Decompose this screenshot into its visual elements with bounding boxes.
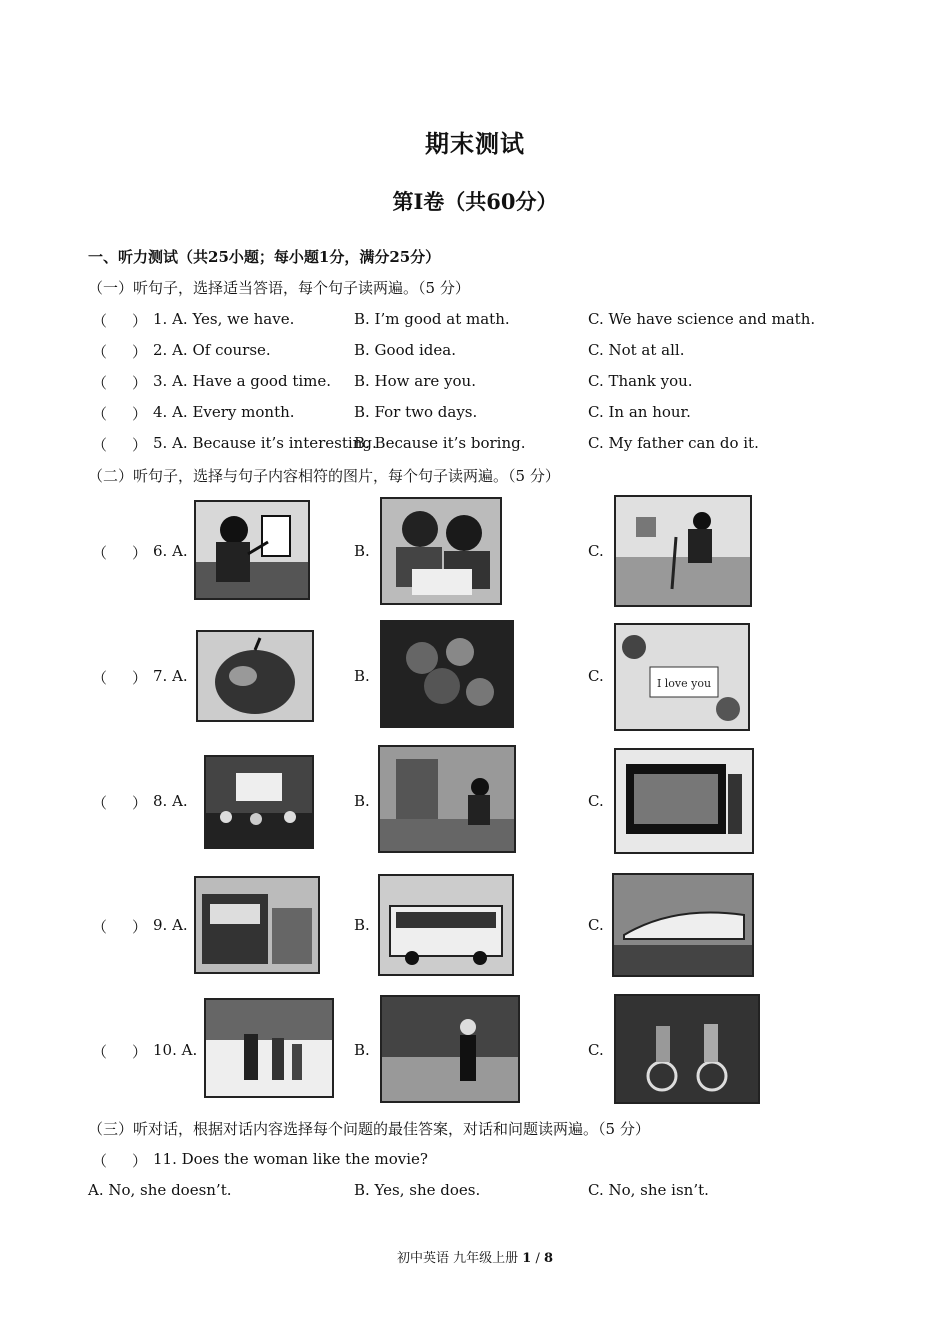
photo-bus bbox=[378, 874, 514, 976]
question-5-option-a: 5. A. Because it’s interesting. bbox=[153, 434, 377, 452]
question-7-label-c: C. bbox=[588, 667, 604, 685]
footer-text: 初中英语 九年级上册 bbox=[396, 1251, 519, 1266]
question-3-option-c: C. Thank you. bbox=[588, 372, 693, 390]
question-6-label-c: C. bbox=[588, 542, 604, 560]
photo-room-person bbox=[378, 745, 516, 853]
answer-paren-close: ） bbox=[132, 312, 148, 330]
photo-card bbox=[614, 623, 750, 731]
footer-page-number: 1 bbox=[522, 1251, 532, 1266]
answer-paren-open: （ bbox=[92, 794, 108, 812]
question-10-label-a: 10. A. bbox=[153, 1041, 198, 1059]
question-5-option-c: C. My father can do it. bbox=[588, 434, 759, 452]
answer-paren-open: （ bbox=[92, 1152, 108, 1170]
footer-separator: / bbox=[535, 1251, 540, 1266]
question-10-label-b: B. bbox=[354, 1041, 370, 1059]
question-8-label-b: B. bbox=[354, 792, 370, 810]
question-11-option-c: C. No, she isn’t. bbox=[588, 1181, 709, 1199]
photo-two-kids-reading bbox=[380, 497, 502, 605]
answer-paren-open: （ bbox=[92, 343, 108, 361]
card-love-text: I love you bbox=[656, 677, 712, 690]
question-1-option-a: 1. A. Yes, we have. bbox=[153, 310, 295, 328]
answer-paren-open: （ bbox=[92, 312, 108, 330]
photo-family-walking bbox=[204, 998, 334, 1098]
footer-total-pages: 8 bbox=[543, 1251, 554, 1266]
answer-paren-open: （ bbox=[92, 544, 108, 562]
question-7-label-a: 7. A. bbox=[153, 667, 188, 685]
question-11: 11. Does the woman like the movie? bbox=[153, 1150, 428, 1168]
answer-paren-close: ） bbox=[132, 669, 148, 687]
page-footer bbox=[0, 1247, 950, 1266]
photo-flowers bbox=[380, 620, 514, 728]
photo-television bbox=[614, 748, 754, 854]
photo-person-planting bbox=[614, 495, 752, 607]
answer-paren-open: （ bbox=[92, 405, 108, 423]
photo-classroom bbox=[204, 755, 314, 849]
question-9-label-c: C. bbox=[588, 916, 604, 934]
answer-paren-close: ） bbox=[132, 1152, 148, 1170]
answer-paren-close: ） bbox=[132, 918, 148, 936]
page-title: 期末测试 bbox=[425, 129, 525, 158]
photo-apple bbox=[196, 630, 314, 722]
photo-boy-painting bbox=[194, 500, 310, 600]
answer-paren-close: ） bbox=[132, 1043, 148, 1061]
question-3-option-b: B. How are you. bbox=[354, 372, 476, 390]
answer-paren-close: ） bbox=[132, 794, 148, 812]
question-2-option-a: 2. A. Of course. bbox=[153, 341, 271, 359]
question-9-label-b: B. bbox=[354, 916, 370, 934]
question-1-option-b: B. I’m good at math. bbox=[354, 310, 510, 328]
question-1-option-c: C. We have science and math. bbox=[588, 310, 816, 328]
photo-man-walking bbox=[380, 995, 520, 1103]
photo-cycling bbox=[614, 994, 760, 1104]
question-2-option-b: B. Good idea. bbox=[354, 341, 456, 359]
question-8-label-c: C. bbox=[588, 792, 604, 810]
answer-paren-close: ） bbox=[132, 374, 148, 392]
question-6-label-a: 6. A. bbox=[153, 542, 188, 560]
part3-instruction: （三）听对话，根据对话内容选择每个问题的最佳答案，对话和问题读两遍。（5 分） bbox=[88, 1120, 650, 1138]
answer-paren-open: （ bbox=[92, 374, 108, 392]
question-4-option-a: 4. A. Every month. bbox=[153, 403, 295, 421]
question-5-option-b: B. Because it’s boring. bbox=[354, 434, 526, 452]
question-2-option-c: C. Not at all. bbox=[588, 341, 685, 359]
answer-paren-close: ） bbox=[132, 405, 148, 423]
question-7-label-b: B. bbox=[354, 667, 370, 685]
part2-instruction: （二）听句子，选择与句子内容相符的图片，每个句子读两遍。（5 分） bbox=[88, 467, 560, 485]
photo-subway-train bbox=[194, 876, 320, 974]
question-3-option-a: 3. A. Have a good time. bbox=[153, 372, 332, 390]
answer-paren-open: （ bbox=[92, 918, 108, 936]
answer-paren-close: ） bbox=[132, 436, 148, 454]
question-8-label-a: 8. A. bbox=[153, 792, 188, 810]
answer-paren-open: （ bbox=[92, 669, 108, 687]
question-9-label-a: 9. A. bbox=[153, 916, 188, 934]
question-4-option-c: C. In an hour. bbox=[588, 403, 691, 421]
part1-instruction: （一）听句子，选择适当答语，每个句子读两遍。（5 分） bbox=[88, 279, 470, 297]
answer-paren-open: （ bbox=[92, 1043, 108, 1061]
answer-paren-close: ） bbox=[132, 343, 148, 361]
question-4-option-b: B. For two days. bbox=[354, 403, 478, 421]
question-11-option-b: B. Yes, she does. bbox=[354, 1181, 481, 1199]
photo-high-speed-train bbox=[612, 873, 754, 977]
answer-paren-open: （ bbox=[92, 436, 108, 454]
question-11-option-a: A. No, she doesn’t. bbox=[88, 1181, 232, 1199]
question-10-label-c: C. bbox=[588, 1041, 604, 1059]
question-6-label-b: B. bbox=[354, 542, 370, 560]
section-heading: 一、听力测试（共25小题；每小题1分，满分25分） bbox=[88, 248, 441, 266]
answer-paren-close: ） bbox=[132, 544, 148, 562]
paper-subtitle: 第Ⅰ卷（共60分） bbox=[392, 189, 558, 214]
